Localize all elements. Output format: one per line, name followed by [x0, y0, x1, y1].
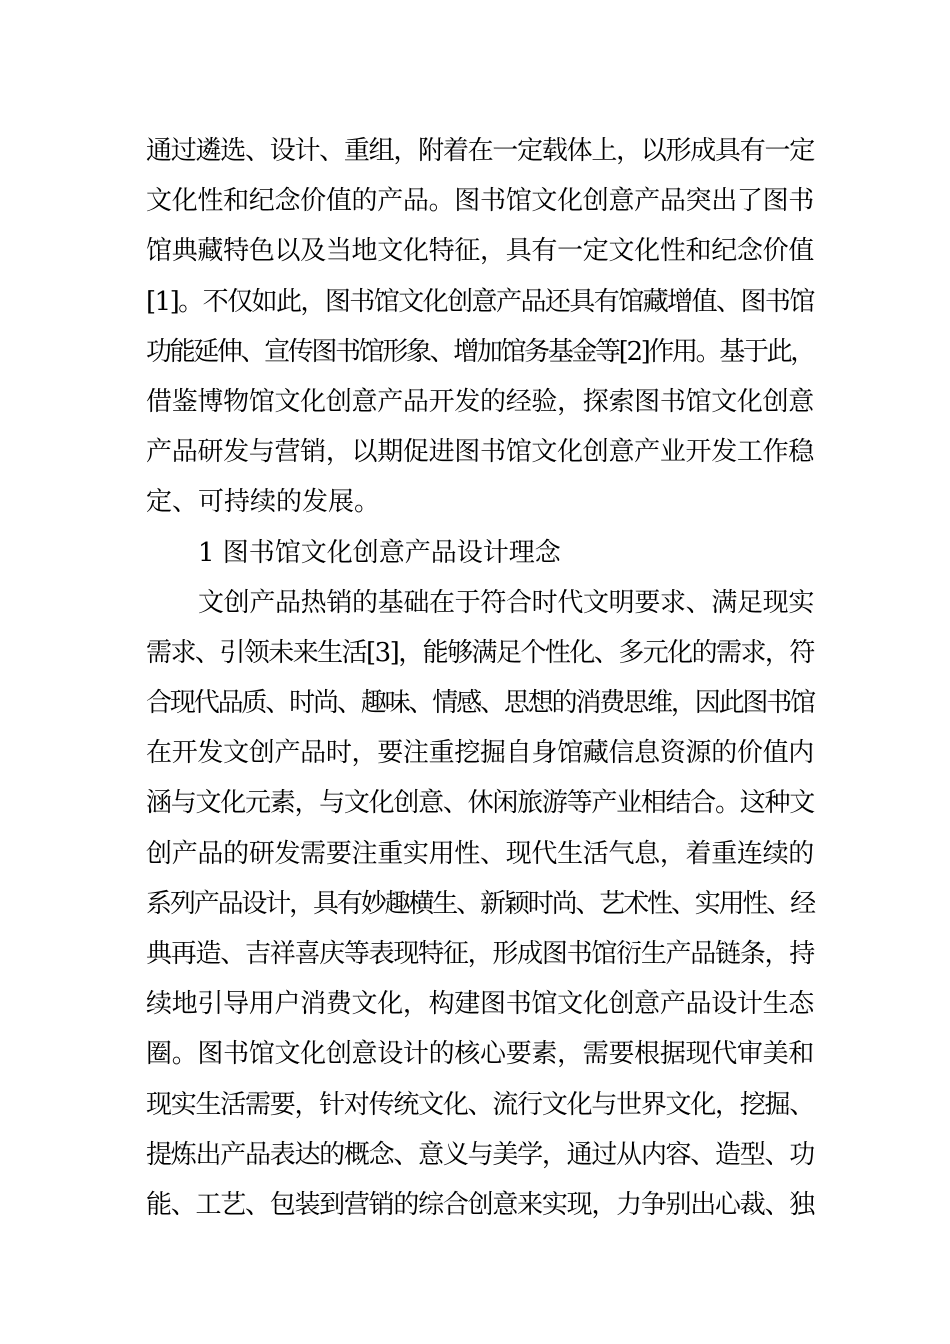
text-line-18: 续地引导用户消费文化，构建图书馆文化创意产品设计生态	[146, 989, 815, 1020]
text-line-7: 产品研发与营销，以期促进图书馆文化创意产业开发工作稳	[146, 437, 815, 468]
text-line-13: 在开发文创产品时，要注重挖掘自身馆藏信息资源的价值内	[146, 738, 815, 769]
text-line-21: 提炼出产品表达的概念、意义与美学，通过从内容、造型、功	[146, 1139, 815, 1170]
text-line-17: 典再造、吉祥喜庆等表现特征，形成图书馆衍生产品链条，持	[146, 939, 815, 969]
section-heading: 1 图书馆文化创意产品设计理念	[198, 537, 561, 568]
text-line-10: 文创产品热销的基础在于符合时代文明要求、满足现实	[198, 587, 815, 618]
text-line-5: 功能延伸、宣传图书馆形象、增加馆务基金等[2]作用。基于此，	[146, 336, 814, 367]
text-line-20: 现实生活需要，针对传统文化、流行文化与世界文化，挖掘、	[146, 1089, 815, 1120]
text-line-15: 创产品的研发需要注重实用性、现代生活气息，着重连续的	[146, 838, 815, 869]
text-line-19: 圈。图书馆文化创意设计的核心要素，需要根据现代审美和	[146, 1039, 815, 1070]
text-line-16: 系列产品设计，具有妙趣横生、新颖时尚、艺术性、实用性、经	[146, 888, 815, 919]
text-line-12: 合现代品质、时尚、趣味、情感、思想的消费思维，因此图书馆	[146, 688, 815, 719]
text-line-6: 借鉴博物馆文化创意产品开发的经验，探索图书馆文化创意	[146, 386, 815, 417]
text-line-4: [1]。不仅如此，图书馆文化创意产品还具有馆藏增值、图书馆	[146, 286, 814, 317]
text-line-11: 需求、引领未来生活[3]，能够满足个性化、多元化的需求，符	[146, 637, 814, 668]
text-line-2: 文化性和纪念价值的产品。图书馆文化创意产品突出了图书	[146, 186, 815, 217]
text-line-8: 定、可持续的发展。	[146, 487, 381, 518]
text-line-3: 馆典藏特色以及当地文化特征，具有一定文化性和纪念价值	[146, 236, 815, 267]
text-line-1: 通过遴选、设计、重组，附着在一定载体上，以形成具有一定	[146, 136, 815, 166]
text-line-14: 涵与文化元素，与文化创意、休闲旅游等产业相结合。这种文	[146, 788, 815, 819]
document-body	[146, 126, 814, 1230]
text-line-22: 能、工艺、包装到营销的综合创意来实现，力争别出心裁、独	[146, 1189, 815, 1220]
